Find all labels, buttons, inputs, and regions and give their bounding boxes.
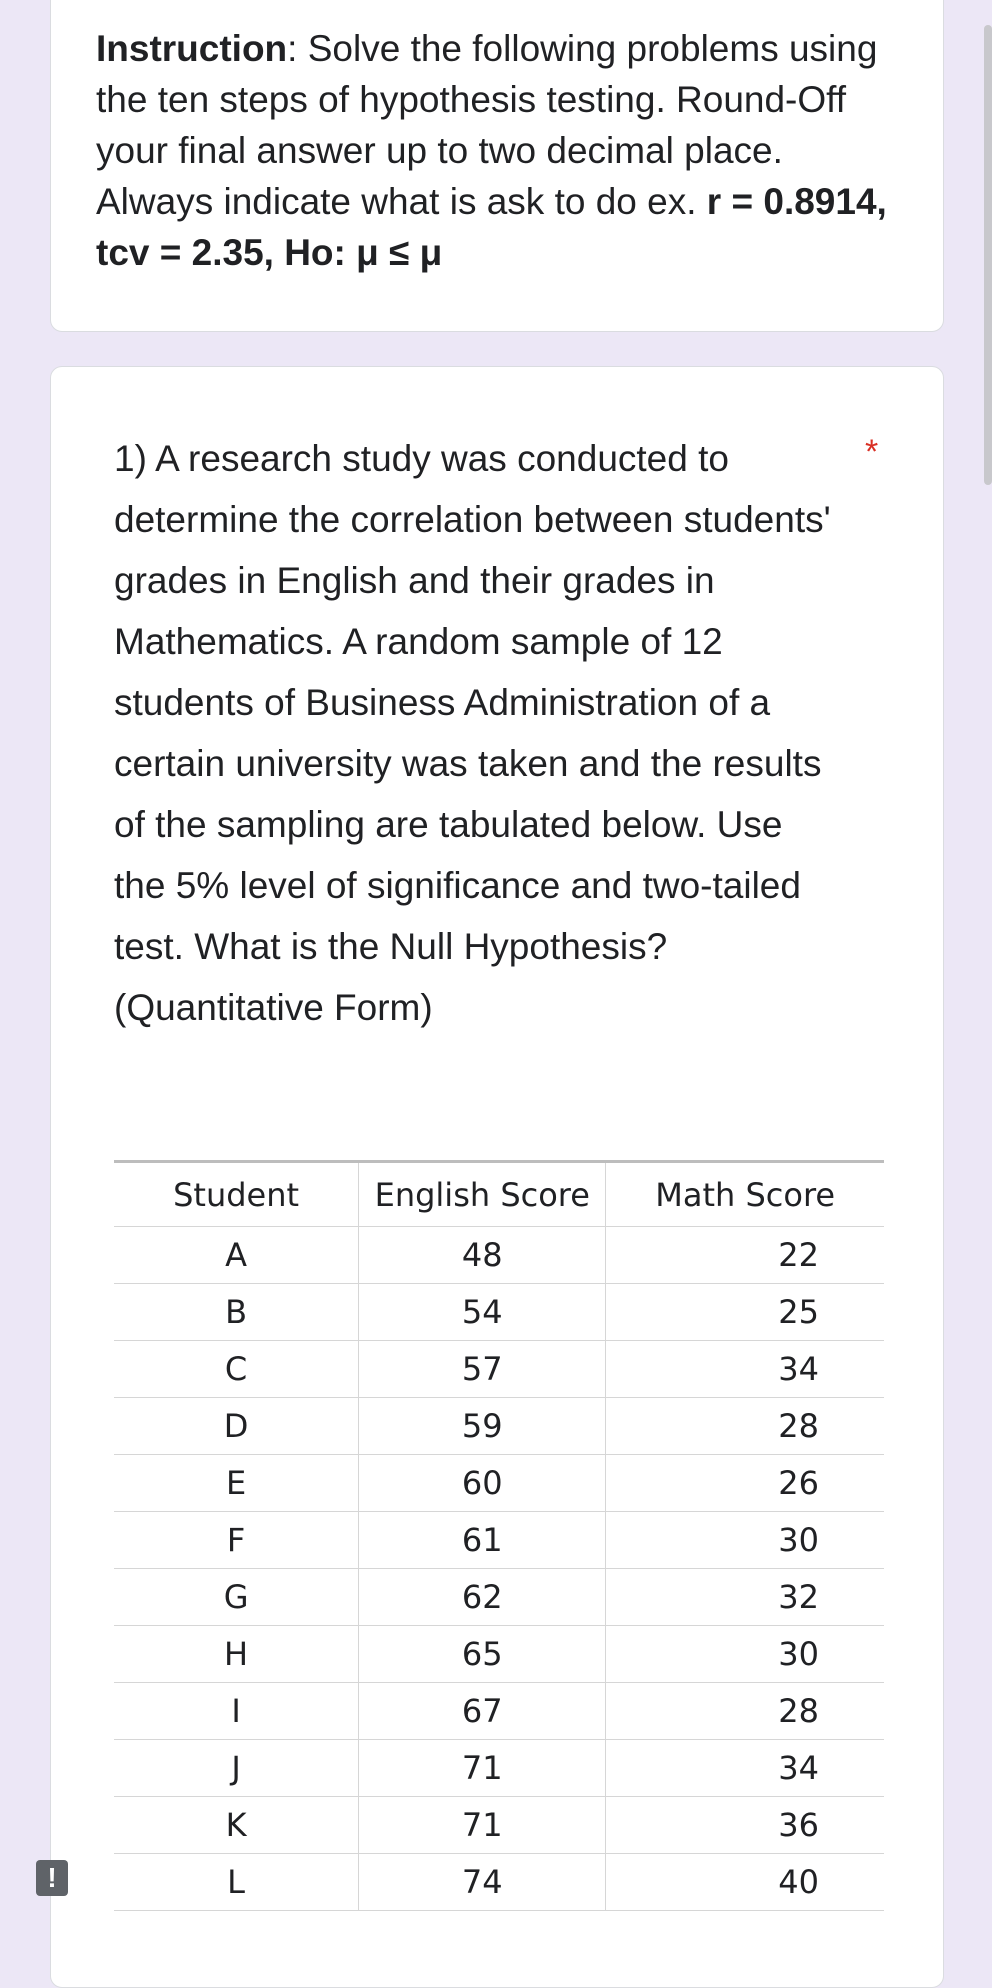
page-scrollbar[interactable] <box>984 25 992 485</box>
student-cell: J <box>114 1740 359 1797</box>
english-cell: 59 <box>359 1398 606 1455</box>
english-cell: 62 <box>359 1569 606 1626</box>
math-cell: 28 <box>606 1398 884 1455</box>
english-cell: 60 <box>359 1455 606 1512</box>
math-cell: 30 <box>606 1626 884 1683</box>
math-cell: 26 <box>606 1455 884 1512</box>
english-cell: 71 <box>359 1740 606 1797</box>
table-row <box>114 1341 884 1398</box>
table-row <box>114 1455 884 1512</box>
required-marker: * <box>865 433 879 471</box>
math-cell: 40 <box>606 1854 884 1911</box>
table-row <box>114 1740 884 1797</box>
math-cell: 36 <box>606 1797 884 1854</box>
english-cell: 65 <box>359 1626 606 1683</box>
header-english: English Score <box>359 1162 606 1227</box>
student-cell: C <box>114 1341 359 1398</box>
table-row <box>114 1227 884 1284</box>
english-cell: 54 <box>359 1284 606 1341</box>
instruction-label: Instruction <box>96 28 288 69</box>
instruction-example: r = 0.8914, tcv = 2.35, Ho: μ ≤ μ <box>96 181 887 273</box>
math-cell: 28 <box>606 1683 884 1740</box>
instruction-text <box>96 23 896 278</box>
english-cell: 74 <box>359 1854 606 1911</box>
table-row <box>114 1569 884 1626</box>
student-cell: G <box>114 1569 359 1626</box>
header-math: Math Score <box>606 1162 884 1227</box>
student-cell: A <box>114 1227 359 1284</box>
english-cell: 57 <box>359 1341 606 1398</box>
student-cell: I <box>114 1683 359 1740</box>
question-card <box>50 366 944 1988</box>
student-cell: K <box>114 1797 359 1854</box>
scores-table <box>114 1160 884 1911</box>
english-cell: 67 <box>359 1683 606 1740</box>
student-cell: H <box>114 1626 359 1683</box>
student-cell: B <box>114 1284 359 1341</box>
math-cell: 22 <box>606 1227 884 1284</box>
student-cell: F <box>114 1512 359 1569</box>
table-row <box>114 1626 884 1683</box>
instruction-body: : Solve the following problems using the ten steps of hypothesis testing. Round-Off your final answer up to two decimal place. Always indicate what is ask to do ex. <box>96 28 878 222</box>
header-student: Student <box>114 1162 359 1227</box>
student-cell: L <box>114 1854 359 1911</box>
student-cell: E <box>114 1455 359 1512</box>
math-cell: 34 <box>606 1341 884 1398</box>
student-cell: D <box>114 1398 359 1455</box>
table-row <box>114 1797 884 1854</box>
table-row <box>114 1398 884 1455</box>
math-cell: 32 <box>606 1569 884 1626</box>
math-cell: 30 <box>606 1512 884 1569</box>
table-row <box>114 1284 884 1341</box>
english-cell: 48 <box>359 1227 606 1284</box>
english-cell: 71 <box>359 1797 606 1854</box>
instruction-card <box>50 0 944 332</box>
table-row <box>114 1854 884 1911</box>
math-cell: 25 <box>606 1284 884 1341</box>
english-cell: 61 <box>359 1512 606 1569</box>
alert-icon[interactable]: ! <box>36 1860 68 1896</box>
math-cell: 34 <box>606 1740 884 1797</box>
table-header-row <box>114 1162 884 1227</box>
table-row <box>114 1512 884 1569</box>
question-text: 1) A research study was conducted to determine the correlation between students' grades in English and their grades in Mathematics. A random sample of 12 students of Business Administration of a certain university was taken and the results of the sampling are tabulated below. Use the 5% level of significance and two-tailed test. What is the Null Hypothesis? (Quantitative Form) <box>114 438 831 1028</box>
table-row <box>114 1683 884 1740</box>
